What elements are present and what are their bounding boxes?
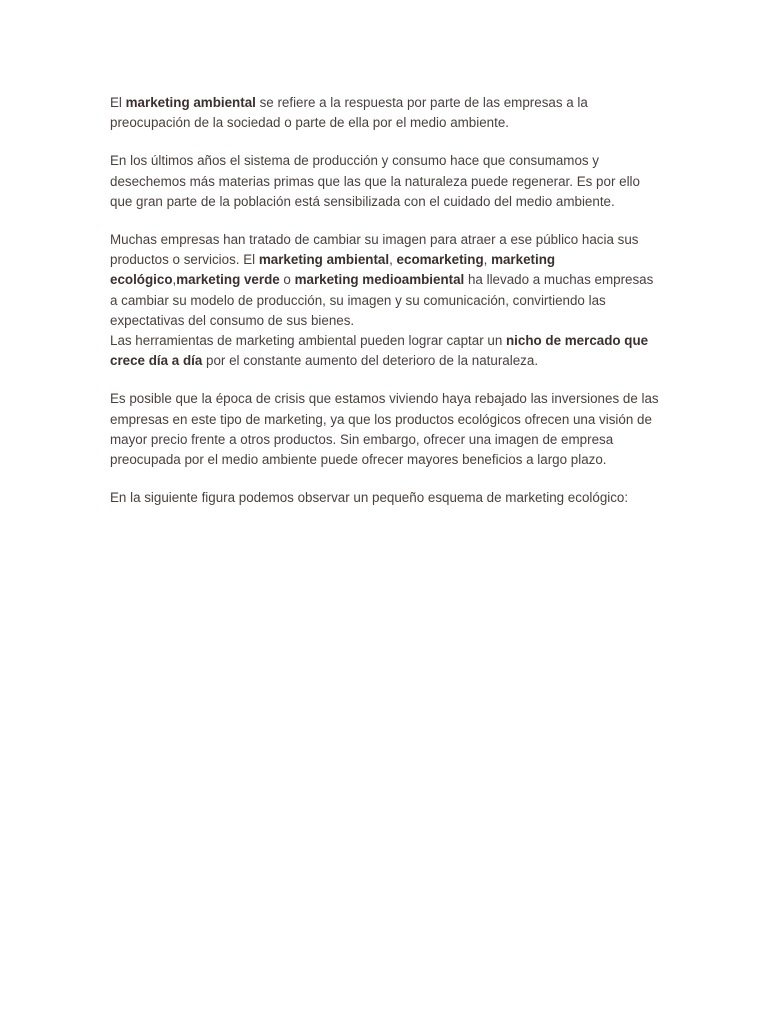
- text-run: Las herramientas de marketing ambiental pueden lograr captar un: [110, 333, 506, 349]
- document-body: [110, 93, 660, 526]
- bold-text-run: marketing ecológico: [110, 252, 556, 288]
- paragraph: [110, 389, 660, 470]
- text-run: ,: [483, 252, 492, 268]
- text-run: En los últimos años el sistema de producción y consumo hace que consumamos y desechemos más materias primas que las que la naturaleza puede regenerar. Es por ello que gran parte de la población está sensibilizada con el cuidado del medio ambiente.: [110, 153, 640, 209]
- bold-text-run: nicho de mercado que crece día a día: [110, 333, 649, 369]
- text-run: En la siguiente figura podemos observar un pequeño esquema de marketing ecológico:: [110, 490, 629, 506]
- paragraph: [110, 151, 660, 212]
- bold-text-run: marketing ambiental: [125, 95, 256, 110]
- text-run: Es posible que la época de crisis que estamos viviendo haya rebajado las inversiones de las empresas en este tipo de marketing, ya que los productos ecológicos ofrecen una visión de mayor precio frente a otros productos. Sin embargo, ofrecer una imagen de empresa preocupada por el medio ambiente puede ofrecer mayores beneficios a largo plazo.: [110, 391, 659, 468]
- text-run: ha llevado a muchas empresas a cambiar su modelo de producción, su imagen y su comunicación, convirtiendo las expectativas del consumo de sus bienes.: [110, 272, 654, 328]
- paragraph: [110, 488, 660, 508]
- paragraph: [110, 230, 660, 371]
- text-run: ,: [172, 272, 177, 288]
- text-run: o: [279, 272, 295, 288]
- bold-text-run: ecomarketing: [396, 252, 484, 268]
- paragraph: [110, 93, 660, 133]
- text-run: El: [110, 95, 126, 110]
- text-run: ,: [389, 252, 397, 268]
- bold-text-run: marketing ambiental: [258, 252, 390, 268]
- bold-text-run: marketing medioambiental: [294, 272, 465, 288]
- text-run: se refiere a la respuesta por parte de las empresas a la preocupación de la sociedad o parte de ella por el medio ambiente.: [110, 95, 588, 131]
- bold-text-run: marketing verde: [176, 272, 280, 288]
- text-run: por el constante aumento del deterioro de la naturaleza.: [202, 353, 539, 369]
- text-run: Muchas empresas han tratado de cambiar su imagen para atraer a ese público hacia sus productos o servicios. El: [110, 232, 639, 268]
